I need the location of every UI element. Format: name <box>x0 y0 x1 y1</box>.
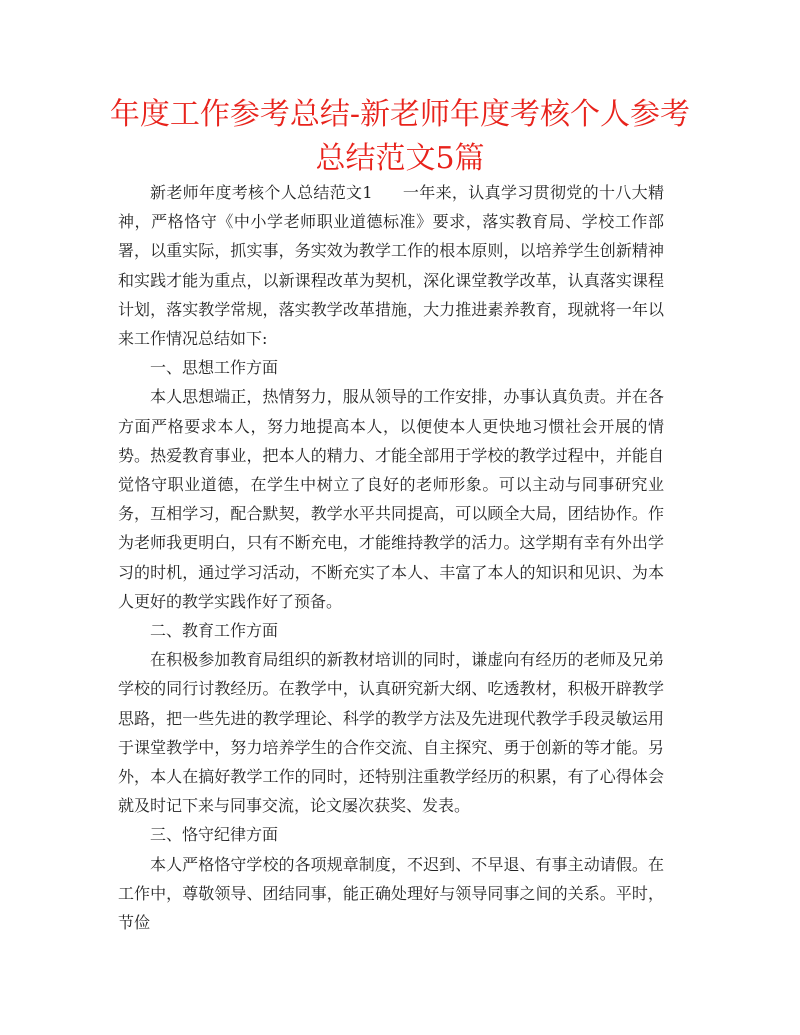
section-paragraph-2: 在积极参加教育局组织的新教材培训的同时，谦虚向有经历的老师及兄弟学校的同行讨教经历。在教学中，认真研究新大纲、吃透教材，积极开辟教学思路，把一些先进的教学理论、科学的教学方法及先进现代教学手段灵敏运用于课堂教学中，努力培养学生的合作交流、自主探究、勇于创新的等才能。另外，本人在搞好教学工作的同时，还特别注重教学经历的积累，有了心得体会就及时记下来与同事交流，论文屡次获奖、发表。 <box>118 650 664 816</box>
document-body <box>118 178 664 937</box>
intro-paragraph <box>118 178 664 353</box>
document-title: 年度工作参考总结-新老师年度考核个人参考总结范文5篇 <box>109 97 691 176</box>
section-paragraph-1: 本人思想端正，热情努力，服从领导的工作安排，办事认真负责。并在各方面严格要求本人，努力地提高本人，以便使本人更快地习惯社会开展的情势。热爱教育事业，把本人的精力、才能全部用于学校的教学过程中，并能自觉恪守职业道德，在学生中树立了良好的老师形象。可以主动与同事研究业务，互相学习，配合默契，教学水平共同提高，可以顾全大局，团结协作。作为老师我更明白，只有不断充电，才能维持教学的活力。这学期有幸有外出学习的时机，通过学习活动，不断充实了本人、丰富了本人的知识和见识、为本人更好的教学实践作好了预备。 <box>118 387 664 611</box>
section-heading-3: 三、恪守纪律方面 <box>150 825 279 845</box>
intro-label: 新老师年度考核个人总结范文1 <box>150 183 373 202</box>
intro-text: 一年来，认真学习贯彻党的十八大精神，严格恪守《中小学老师职业道德标准》要求，落实教育局、学校工作部署，以重实际，抓实事，务实效为教学工作的根本原则，以培养学生创新精神和实践才能为重点，以新课程改革为契机，深化课堂教学改革，认真落实课程计划，落实教学常规，落实教学改革措施，大力推进素养教育，现就将一年以来工作情况总结如下: <box>118 183 664 349</box>
section-heading-2: 二、教育工作方面 <box>150 621 279 641</box>
section-paragraph-3: 本人严格恪守学校的各项规章制度，不迟到、不早退、有事主动请假。在工作中，尊敬领导、团结同事，能正确处理好与领导同事之间的关系。平时，节俭 <box>118 854 664 933</box>
section-heading-1: 一、思想工作方面 <box>150 358 279 378</box>
